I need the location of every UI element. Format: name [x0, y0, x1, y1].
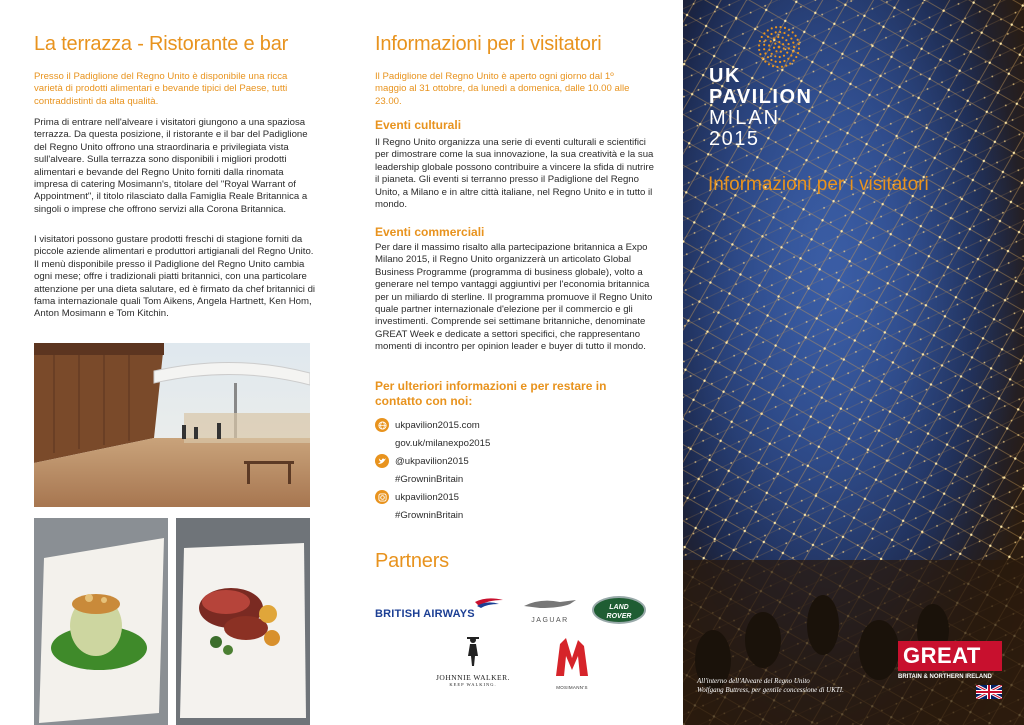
- great-wordmark: GREAT: [898, 641, 1002, 671]
- globe-icon: [375, 418, 389, 432]
- contact-heading: Per ulteriori informazioni e per restare in contatto con noi:: [375, 379, 607, 408]
- contact-hashtag-1-text: #GrowninBritain: [395, 473, 464, 485]
- cultural-events-heading: Eventi culturali: [375, 118, 462, 132]
- contact-gov[interactable]: [375, 434, 490, 452]
- photo-caption: All'interno dell'Alveare del Regno Unito Wolfgang Buttress, per gentile concessione di UKTI.: [697, 677, 844, 694]
- terrace-title: La terrazza - Ristorante e bar: [34, 33, 289, 55]
- cover-title: Informazioni per i visitatori: [708, 174, 929, 195]
- great-logo: [898, 641, 1002, 701]
- contact-website-text: ukpavilion2015.com: [395, 419, 480, 431]
- british-airways-logo: BRITISH AIRWAYS: [375, 596, 505, 626]
- opening-hours: Il Padiglione del Regno Unito è aperto ogni giorno dal 1º maggio al 31 ottobre, da lunedì a domenica, dalle 10.00 alle 23.00.: [375, 71, 630, 107]
- contact-hashtag-2[interactable]: [375, 506, 490, 524]
- cultural-events-text: Il Regno Unito organizza una serie di eventi culturali e scientifici per dimostrare come la sua innovazione, la sua creatività e la sua leadership globale possono contribuire a vincere la sfida di nutrire il pianeta. Gli eventi si terranno presso il Padiglione del Regno Unito, a Milano e in altre città italiane, nel Regno Unito e in tutto il mondo.: [375, 137, 654, 211]
- commercial-events-text: Per dare il massimo risalto alla partecipazione britannica a Expo Milano 2015, il Regno Unito organizzerà un articolato Global Business Programme (programma di business globale), volto a generare nel tempo vantaggi aggiuntivi per l'economia britannica per un miliardo di sterline. Il programma promuove il Regno Unito quale partner internazionale d'elezione per il commercio e gli investimenti. Comprende sei settimane britanniche, denominate GREAT Week e dedicate a settori specifici, che rappresentano momenti di incontro per opinion leader e buyer di tutto il mondo.: [375, 242, 653, 353]
- contact-twitter-text: @ukpavilion2015: [395, 455, 469, 467]
- jaguar-logo: JAGUAR: [518, 596, 582, 626]
- contact-twitter[interactable]: [375, 452, 490, 470]
- union-flag-icon: [976, 685, 1002, 699]
- brand-pavilion: PAVILION: [709, 86, 813, 108]
- contact-hashtag-2-text: #GrowninBritain: [395, 509, 464, 521]
- contact-instagram-text: ukpavilion2015: [395, 491, 460, 503]
- mosimanns-logo: MOSIMANN'S: [552, 636, 592, 694]
- terrace-lead: Presso il Padiglione del Regno Unito è disponibile una ricca varietà di prodotti alimentari e bevande tipici del Paese, tutti contraddistinti da alta qualità.: [34, 71, 288, 107]
- brand-uk: UK: [709, 65, 741, 87]
- visitor-info-title: Informazioni per i visitatori: [375, 33, 602, 55]
- contact-gov-text: gov.uk/milanexpo2015: [395, 437, 491, 449]
- contact-list: [375, 416, 490, 524]
- food-photo-1: [34, 518, 168, 725]
- partners-title: Partners: [375, 550, 449, 572]
- contact-hashtag-1[interactable]: [375, 470, 490, 488]
- johnnie-walker-logo: JOHNNIE WALKER. KEEP WALKING.: [430, 636, 516, 692]
- commercial-events-heading: Eventi commerciali: [375, 225, 485, 239]
- terrace-photo: [34, 343, 310, 507]
- contact-website[interactable]: [375, 416, 490, 434]
- brand-milan: MILAN: [709, 107, 781, 129]
- pavilion-logo-mark: [757, 25, 801, 69]
- great-subtitle: BRITAIN & NORTHERN IRELAND: [898, 674, 992, 680]
- land-rover-logo: LAND ROVER: [592, 596, 648, 626]
- food-photo-2: [176, 518, 310, 725]
- brand-year: 2015: [709, 128, 760, 150]
- instagram-icon: [375, 490, 389, 504]
- terrace-paragraph-1: Prima di entrare nell'alveare i visitatori giungono a una spaziosa terrazza. Da questa posizione, il ristorante e il bar del Padiglione del Regno Unito offrono una straordinaria e privilegiata vista sull'alveare. Sulla terrazza sono disponibili i migliori prodotti alimentari e bevande del Regno Unito forniti dalla rinomata impresa di catering Mosimann's, titolare del "Royal Warrant of Appointment", il titolo rilasciato dalla Famiglia Reale Britannica a singoli o imprese che offrono servizi alla Corona Britannica.: [34, 117, 308, 215]
- contact-instagram[interactable]: [375, 488, 490, 506]
- twitter-icon: [375, 454, 389, 468]
- brand-wordmark: [709, 66, 812, 150]
- terrace-paragraph-2: I visitatori possono gustare prodotti freschi di stagione forniti da piccole aziende alimentari e produttori artigianali del Regno Unito. Il menù disponibile presso il Padiglione del Regno Unito cambia ogni mese; offre i tradizionali piatti britannici, con una particolare attenzione per una dieta salutare, ed è firmato da chef britannici di fama internazionale quali Tom Aikens, Angela Hartnett, Ken Hom, Anton Mosimann e Tom Kitchin.: [34, 234, 316, 320]
